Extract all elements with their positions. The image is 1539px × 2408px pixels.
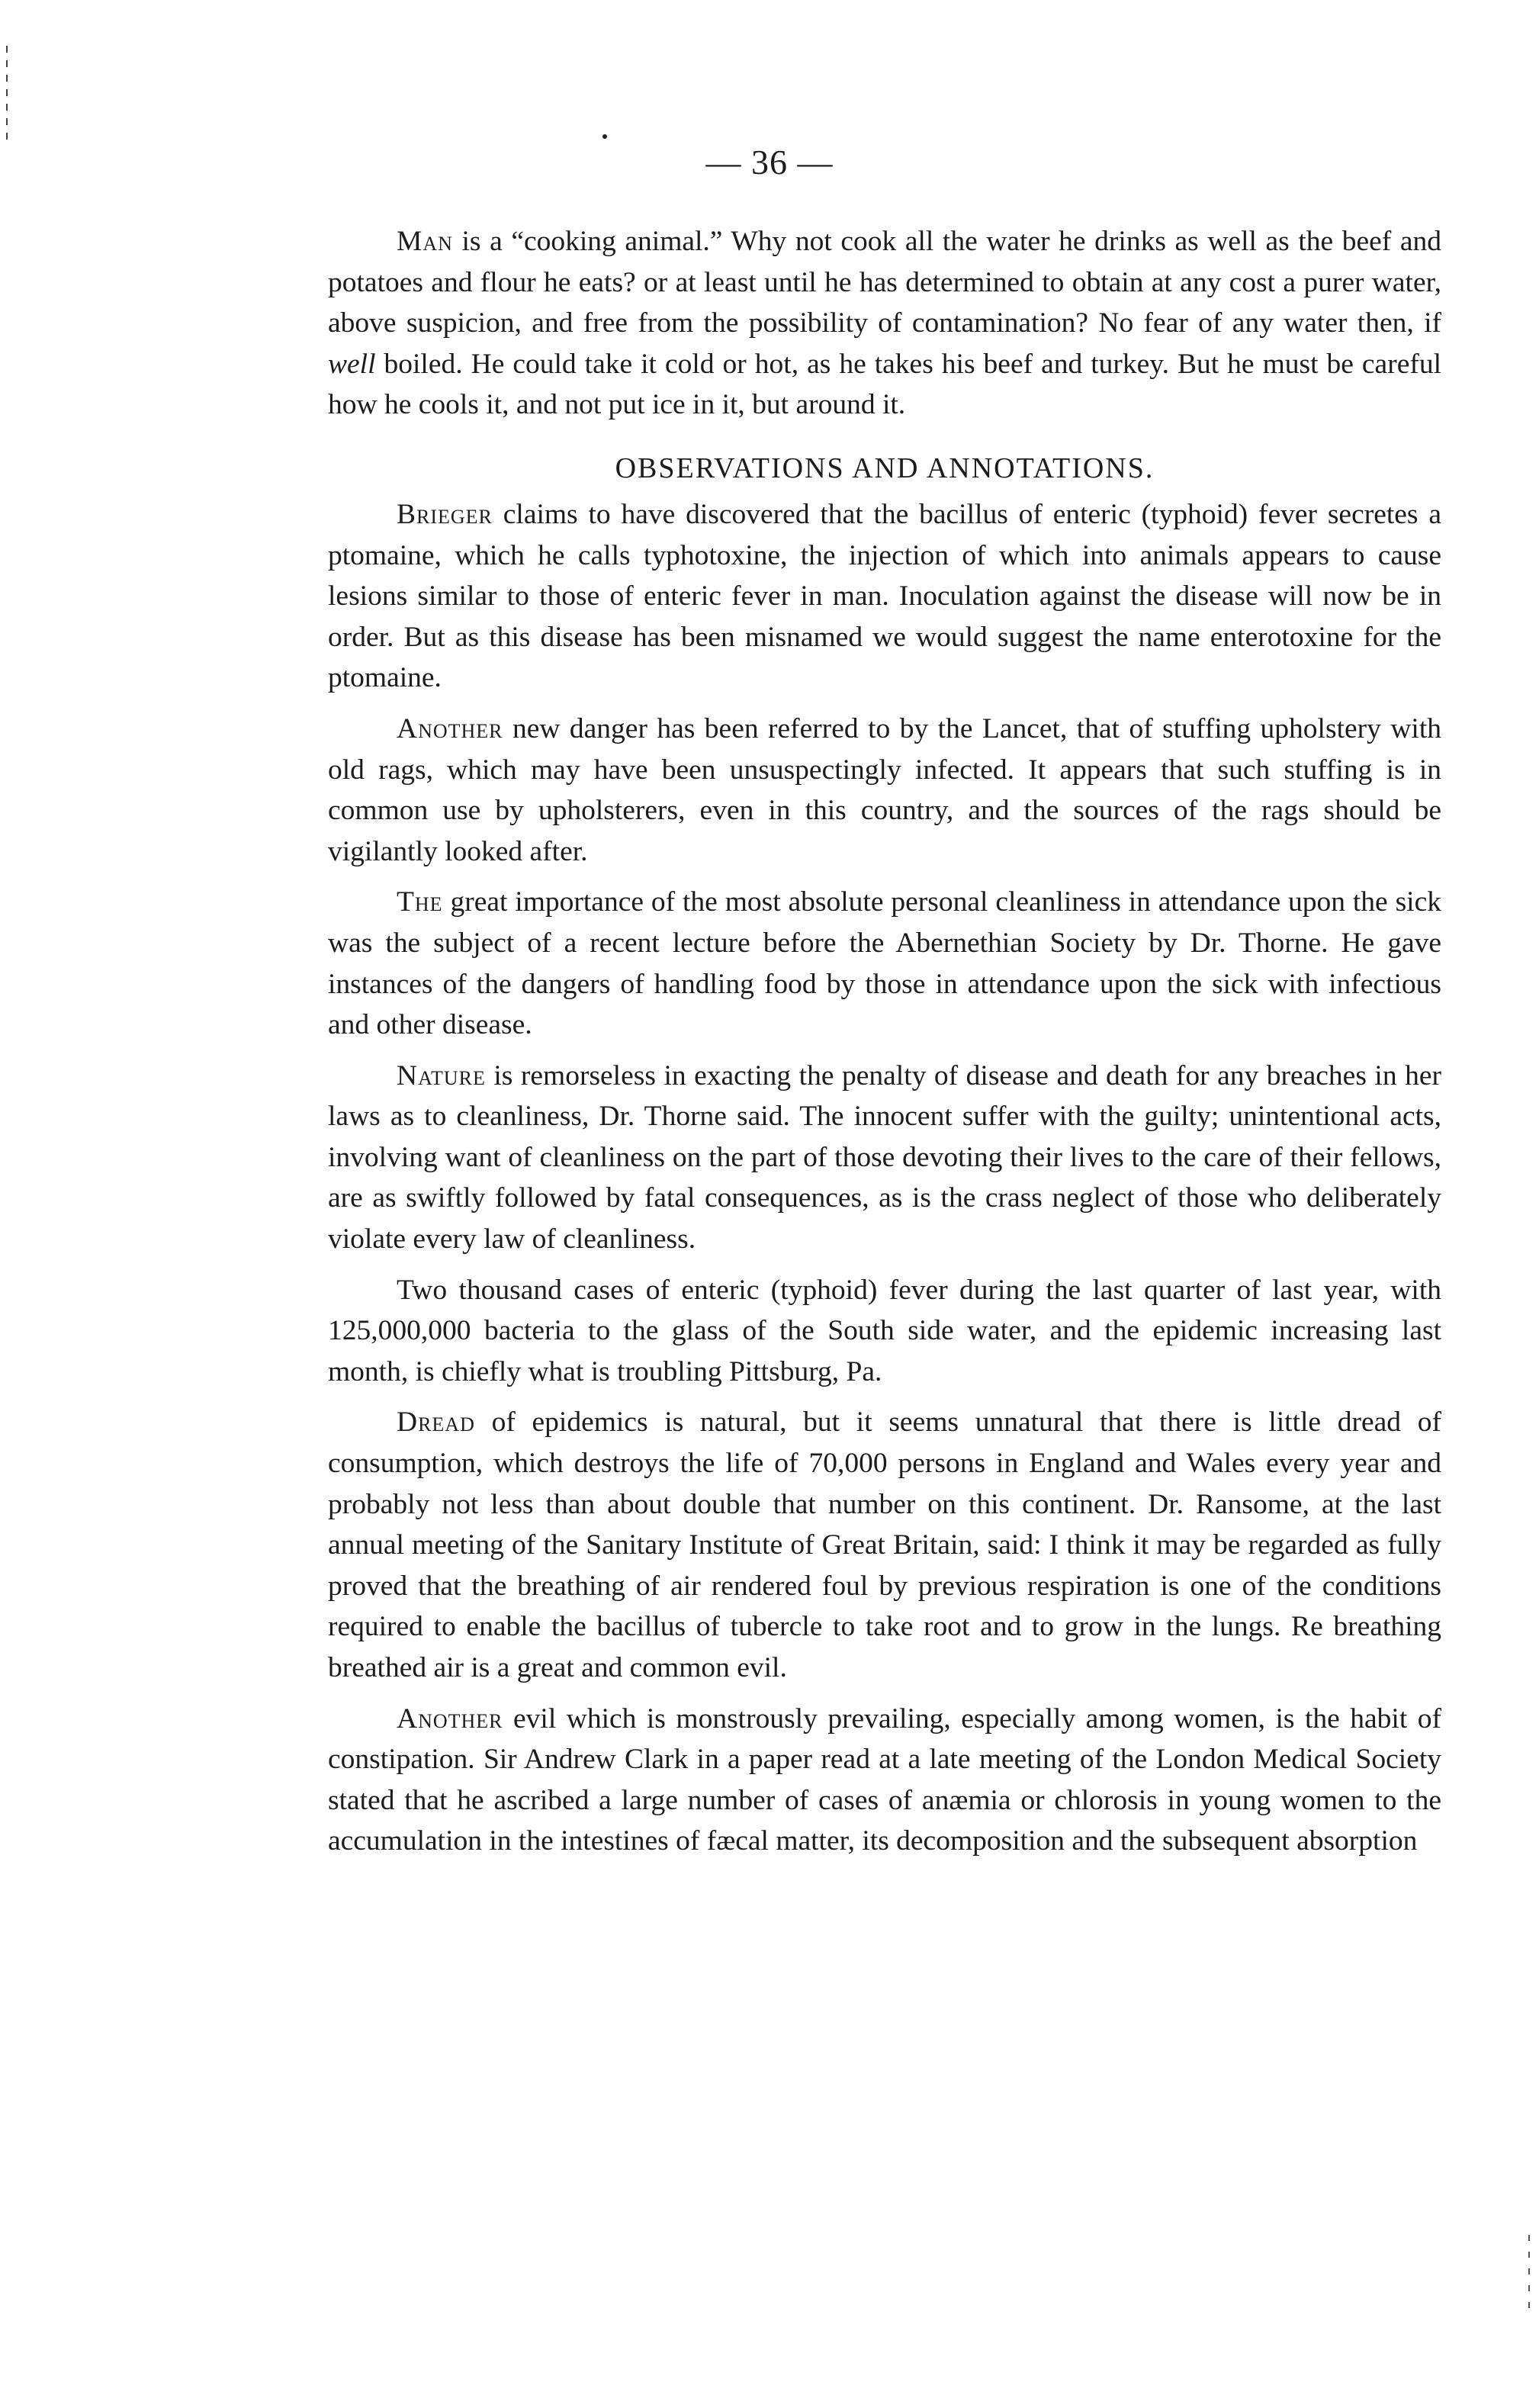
paragraph-consumption (328, 1402, 1441, 1688)
paragraph-text: Two thousand cases of enteric (typhoid) fever during the last quarter of last year, with 125,000,000 bacteria to the glass of the South side water, and the epidemic increasing last month, is chiefly what is troubling Pittsburg, Pa. (328, 1274, 1441, 1387)
paragraph-text: is a “cooking animal.” Why not cook all the water he drinks as well as the beef and potatoes and flour he eats? or at least until he has determined to obtain at any cost a purer water, above suspicion, and free from the possibility of contamination? No fear of any water then, if (328, 226, 1441, 339)
paragraph-lead-word: Man (397, 226, 453, 257)
paragraph-text: is remorseless in exacting the penalty of disease and death for any breaches in her laws as to cleanliness, Dr. Thorne said. The innocent suffer with the guilty; unintentional acts, involving want of cleanliness on the part of those devoting their lives to the care of their fellows, are as swiftly followed by fatal consequences, as is the crass neglect of those who deliberately violate every law of cleanliness. (328, 1059, 1441, 1255)
body-text (328, 221, 1441, 1862)
paragraph-upholstery (328, 709, 1441, 872)
paragraph-constipation (328, 1699, 1441, 1862)
paragraph-pittsburg (328, 1270, 1441, 1393)
paragraph-text: great importance of the most absolute personal cleanliness in attendance upon the sick was the subject of a recent lecture before the Abernethian Society by Dr. Thorne. He gave instances of the dangers of handling food by those in attendance upon the sick with infectious and other disease. (328, 886, 1441, 1041)
right-edge-marks (1525, 2235, 1533, 2349)
paragraph-text: of epidemics is natural, but it seems unnatural that there is little dread of consumption, which destroys the life of 70,000 persons in England and Wales every year and probably not less than about double that number on this continent. Dr. Ransome, at the last annual meeting of the Sanitary Institute of Great Britain, said: I think it may be regarded as fully proved that the breathing of air rendered foul by previous respiration is one of the conditions required to enable the bacillus of tubercle to take root and to grow in the lungs. Re breathing breathed air is a great and common evil. (328, 1407, 1441, 1683)
paragraph-text: claims to have discovered that the bacillus of enteric (typhoid) fever secretes a ptomaine, which he calls typhotoxine, the injection of which into animals appears to cause lesions similar to those of enteric fever in man. Inoculation against the disease will now be in order. But as this disease has been misnamed we would suggest the name enterotoxine for the ptomaine. (328, 498, 1441, 694)
page-number: — 36 — (705, 143, 834, 182)
paragraph-text: boiled. He could take it cold or hot, as he takes his beef and turkey. But he must be careful how he cools it, and not put ice in it, but around it. (328, 348, 1441, 421)
paragraph-text: new danger has been referred to by the Lancet, that of stuffing upholstery with old rags, which may have been unsuspectingly infected. It appears that such stuffing is in common use by upholsterers, even in this country, and the sources of the rags should be vigilantly looked after. (328, 712, 1441, 867)
paragraph-lead-word: Nature (397, 1059, 486, 1091)
paragraph-lead-word: The (397, 886, 443, 918)
paragraph-cleanliness (328, 882, 1441, 1045)
ink-speck (602, 134, 607, 139)
paragraph-text: evil which is monstrously prevailing, especially among women, is the habit of constipation. Sir Andrew Clark in a paper read at a late meeting of the London Medical Society stated that he ascribed a large number of cases of anæmia or chlorosis in young women to the accumulation in the intestines of fæcal matter, its decomposition and the subsequent absorption (328, 1702, 1441, 1857)
emphasis-text: well (328, 348, 376, 380)
paragraph-lead-word: Dread (397, 1407, 475, 1439)
paragraph-lead-word: Brieger (397, 498, 493, 530)
intro-paragraph (328, 221, 1441, 426)
paragraph-lead-word: Another (397, 712, 503, 744)
paragraph-lead-word: Another (397, 1702, 503, 1734)
section-heading: OBSERVATIONS AND ANNOTATIONS. (615, 452, 1155, 484)
paragraph-brieger (328, 494, 1441, 699)
paragraph-nature (328, 1056, 1441, 1260)
